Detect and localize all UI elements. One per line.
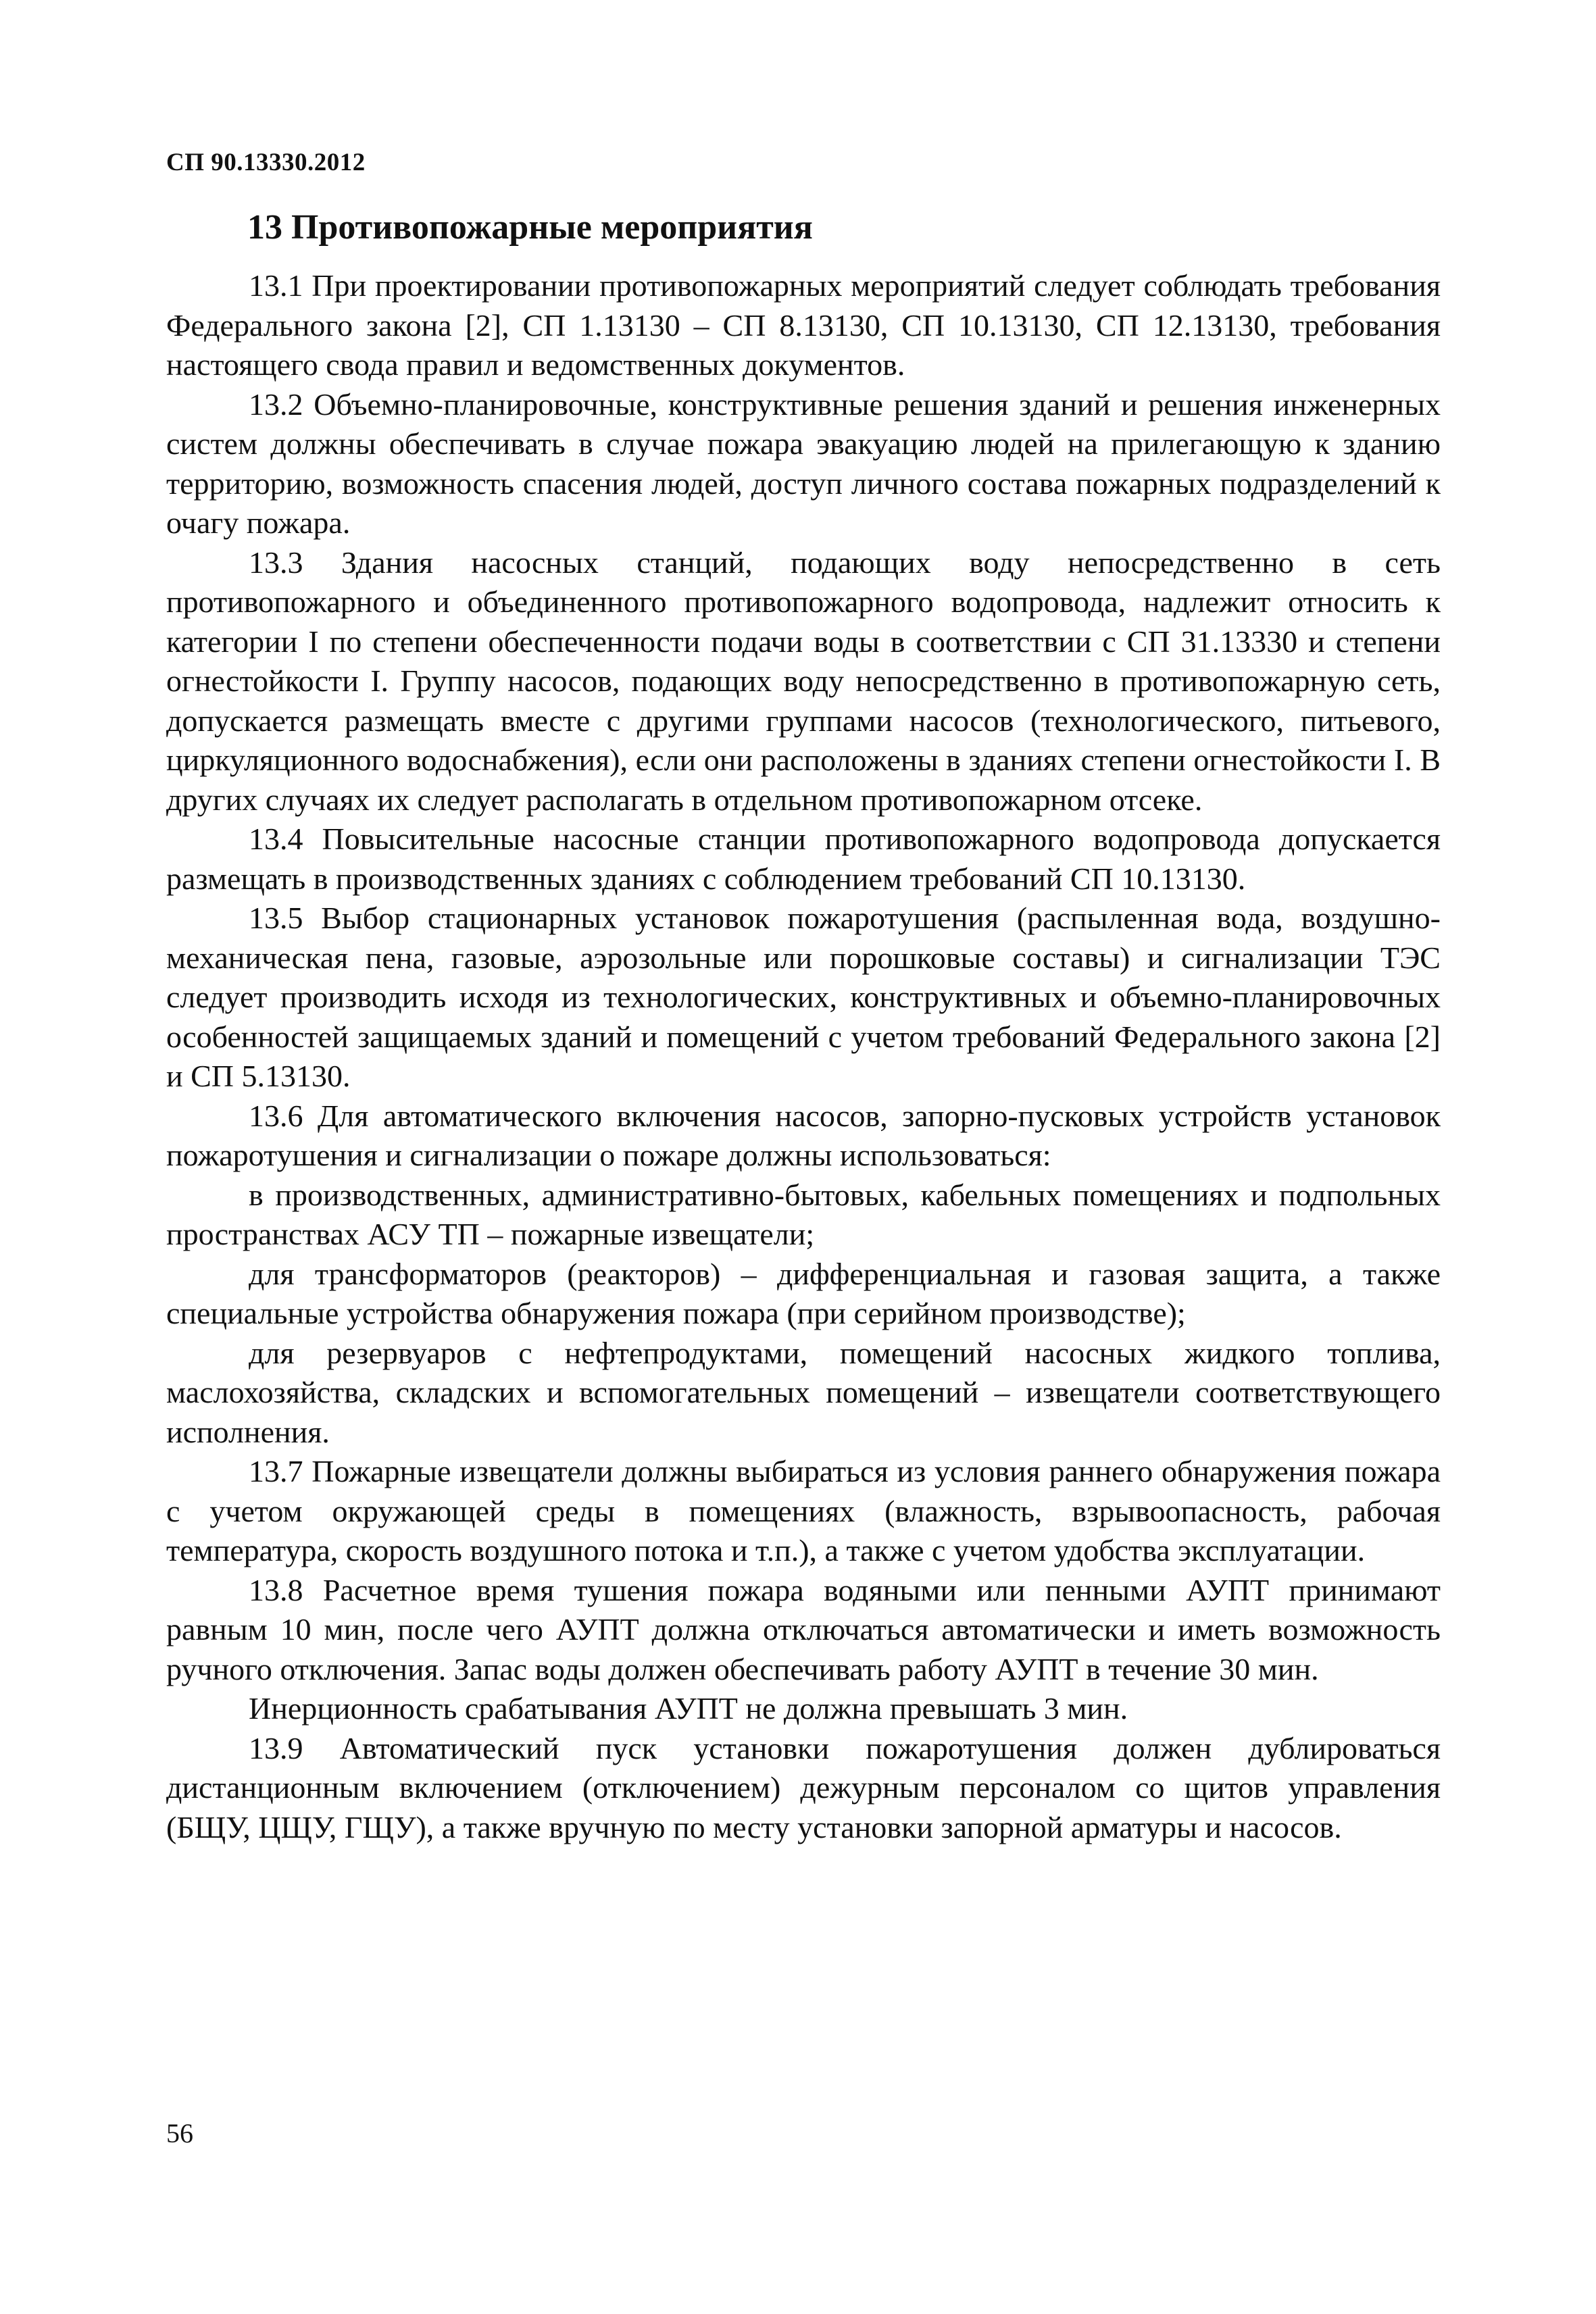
list-item-transformers: для трансформаторов (реакторов) – дифференциальная и газовая защита, а также специальные устройства обнаружения пожара (при серийном производстве); — [166, 1256, 1441, 1330]
paragraph-13-6: 13.6 Для автоматического включения насосов, запорно-пусковых устройств установок пожаротушения и сигнализации о пожаре должны использоваться: — [166, 1098, 1441, 1172]
page-number: 56 — [166, 2118, 193, 2148]
document-code: СП 90.13330.2012 — [166, 149, 366, 176]
paragraph-13-8: 13.8 Расчетное время тушения пожара водяными или пенными АУПТ принимают равным 10 мин, после чего АУПТ должна отключаться автоматически и иметь возможность ручного отключения. Запас воды должен обеспечивать работу АУПТ в течение 30 мин. — [166, 1572, 1441, 1686]
paragraph-13-2: 13.2 Объемно-планировочные, конструктивные решения зданий и решения инженерных систем должны обеспечивать в случае пожара эвакуацию людей на прилегающую к зданию территорию, возможность спасения людей, доступ личного состава пожарных подразделений к очагу пожара. — [166, 386, 1441, 540]
paragraph-13-9: 13.9 Автоматический пуск установки пожаротушения должен дублироваться дистанционным включением (отключением) дежурным персоналом со щитов управления (БЩУ, ЦЩУ, ГЩУ), а также вручную по месту установки запорной арматуры и насосов. — [166, 1730, 1441, 1844]
list-item-production-premises: в производственных, административно-бытовых, кабельных помещениях и подпольных пространствах АСУ ТП – пожарные извещатели; — [166, 1177, 1441, 1251]
paragraph-13-4: 13.4 Повысительные насосные станции противопожарного водопровода допускается размещать в производственных зданиях с соблюдением требований СП 10.13130. — [166, 822, 1441, 896]
section-title: 13 Противопожарные мероприятия — [247, 208, 813, 247]
paragraph-inertia: Инерционность срабатывания АУПТ не должна превышать 3 мин. — [249, 1691, 1128, 1726]
paragraph-13-7: 13.7 Пожарные извещатели должны выбираться из условия раннего обнаружения пожара с учетом окружающей среды в помещениях (влажность, взрывоопасность, рабочая температура, скорость воздушного потока и т.п.), а также с учетом удобства эксплуатации. — [166, 1454, 1441, 1567]
paragraph-13-5: 13.5 Выбор стационарных установок пожаротушения (распыленная вода, воздушно-механическая пена, газовые, аэрозольные или порошковые составы) и сигнализации ТЭС следует производить исходя из технологических, конструктивных и объемно-планировочных особенностей защищаемых зданий и помещений с учетом требований Федерального закона [2] и СП 5.13130. — [166, 901, 1441, 1093]
paragraph-13-3: 13.3 Здания насосных станций, подающих воду непосредственно в сеть противопожарного и объединенного противопожарного водопровода, надлежит относить к категории I по степени обеспеченности подачи воды в соответствии с СП 31.13330 и степени огнестойкости I. Группу насосов, подающих воду непосредственно в противопожарную сеть, допускается размещать вместе с другими группами насосов (технологического, питьевого, циркуляционного водоснабжения), если они расположены в зданиях степени огнестойкости I. В других случаях их следует располагать в отдельном противопожарном отсеке. — [166, 545, 1441, 817]
document-body — [166, 204, 1441, 1847]
paragraph-13-1: 13.1 При проектировании противопожарных мероприятий следует соблюдать требования Федерального закона [2], СП 1.13130 – СП 8.13130, СП 10.13130, СП 12.13130, требования настоящего свода правил и ведомственных документов. — [166, 268, 1441, 382]
list-item-reservoirs: для резервуаров с нефтепродуктами, помещений насосных жидкого топлива, маслохозяйства, складских и вспомогательных помещений – извещатели соответствующего исполнения. — [166, 1335, 1441, 1449]
